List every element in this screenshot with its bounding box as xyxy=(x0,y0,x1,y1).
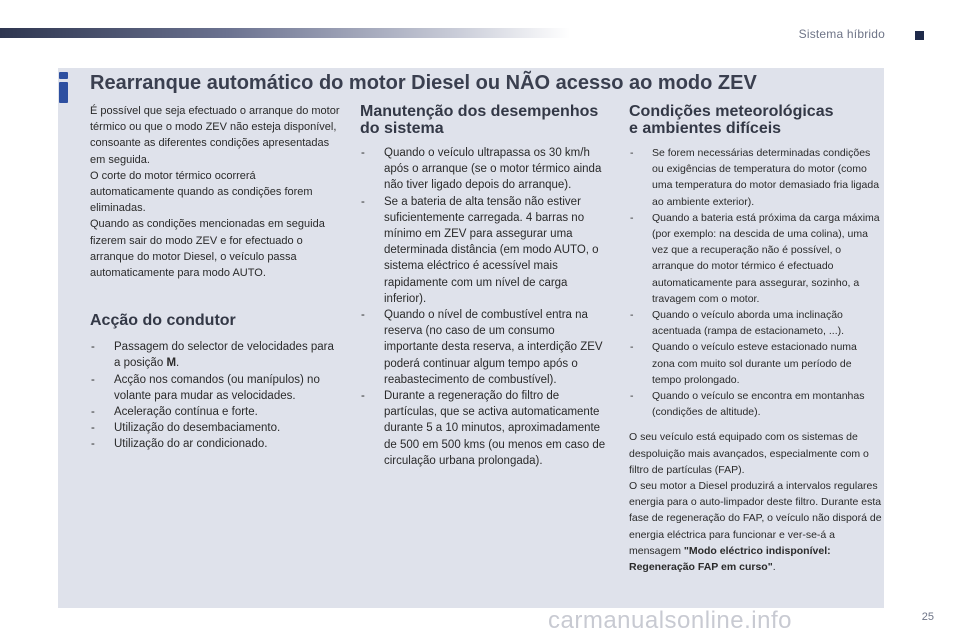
list-item: - Quando o veículo se encontra em montanhas (condições de altitude). xyxy=(629,388,882,420)
list-item: - Durante a regeneração do filtro de partículas, que se activa automaticamente durante 5 a 10 minutos, aproximadamente de 500 em 500 kms (ou menos em caso de circulação urbana prolongada). xyxy=(360,388,610,469)
driver-action-heading: Acção do condutor xyxy=(90,312,236,330)
section-name: Sistema híbrido xyxy=(798,27,885,41)
list-item: - Se forem necessárias determinadas condições ou exigências de temperatura do motor (como uma temperatura do motor demasiado fria ligada ao ambiente exterior). xyxy=(629,145,882,210)
list-item: - Quando o nível de combustível entra na reserva (no caso de um consumo importante desta reserva, a interdição ZEV poderá continuar algum tempo após o reabastecimento de combustível). xyxy=(360,307,610,388)
info-icon xyxy=(57,72,71,102)
header-gradient-bar xyxy=(0,28,570,38)
watermark: carmanualsonline.info xyxy=(548,607,792,634)
list-item: - Aceleração contínua e forte. xyxy=(90,404,340,420)
weather-list xyxy=(629,145,882,420)
list-item: - Quando o veículo ultrapassa os 30 km/h após o arranque (se o motor térmico ainda não tiver ligado depois do arranque). xyxy=(360,145,610,194)
performance-list xyxy=(360,145,610,469)
page-title: Rearranque automático do motor Diesel ou NÃO acesso ao modo ZEV xyxy=(90,72,757,94)
list-item: - Acção nos comandos (ou manípulos) no volante para mudar as velocidades. xyxy=(90,372,340,404)
intro-paragraph-3: Quando as condições mencionadas em seguida fizerem sair do modo ZEV e for efectuado o arranque do motor Diesel, o veículo passa automaticamente para modo AUTO. xyxy=(90,218,325,280)
weather-heading: Condições meteorológicas e ambientes difíceis xyxy=(629,103,834,137)
intro-paragraph-1: É possível que seja efectuado o arranque do motor térmico ou que o modo ZEV não esteja disponível, consoante as diferentes condições apresentadas em seguida. xyxy=(90,105,340,166)
column-intro xyxy=(90,103,340,453)
list-item: - Passagem do selector de velocidades para a posição M. xyxy=(90,339,340,371)
column-weather xyxy=(629,103,882,575)
list-item: - Quando o veículo aborda uma inclinação acentuada (rampa de estacionameto, ...). xyxy=(629,307,882,339)
corner-marker xyxy=(915,31,924,40)
performance-heading: Manutenção dos desempenhos do sistema xyxy=(360,103,599,137)
list-item: - Se a bateria de alta tensão não estiver suficientemente carregada. 4 barras no mínimo em ZEV para assegurar uma determinada distância (em modo AUTO, o sistema eléctrico é acessível mais rapidamente com um nível de carga inferior). xyxy=(360,194,610,307)
fap-note-paragraph-2: O seu motor a Diesel produzirá a intervalos regulares energia para o auto-limpador deste filtro. Durante esta fase de regeneração do FAP, o veículo não disporá de energia eléctrica para funcionar e ver-se-á a mensagem "Modo eléctrico indisponível: Regeneração FAP em curso". xyxy=(629,480,882,574)
column-performance xyxy=(360,103,610,469)
driver-action-list xyxy=(90,339,340,452)
list-item: - Utilização do desembaciamento. xyxy=(90,420,340,436)
list-item: - Quando a bateria está próxima da carga máxima (por exemplo: na descida de uma colina), uma vez que a recuperação não é possível, o arranque do motor térmico é efectuado automaticamente para assegurar, sozinho, a travagem com o motor. xyxy=(629,210,882,307)
intro-paragraph-2: O corte do motor térmico ocorrerá automaticamente quando as condições forem eliminadas. xyxy=(90,169,313,215)
list-item: - Utilização do ar condicionado. xyxy=(90,436,340,452)
fap-note-paragraph-1: O seu veículo está equipado com os sistemas de despoluição mais avançados, especialmente com o filtro de partículas (FAP). xyxy=(629,431,869,476)
page-number: 25 xyxy=(921,611,934,623)
list-item: - Quando o veículo esteve estacionado numa zona com muito sol durante um período de tempo prolongado. xyxy=(629,339,882,388)
